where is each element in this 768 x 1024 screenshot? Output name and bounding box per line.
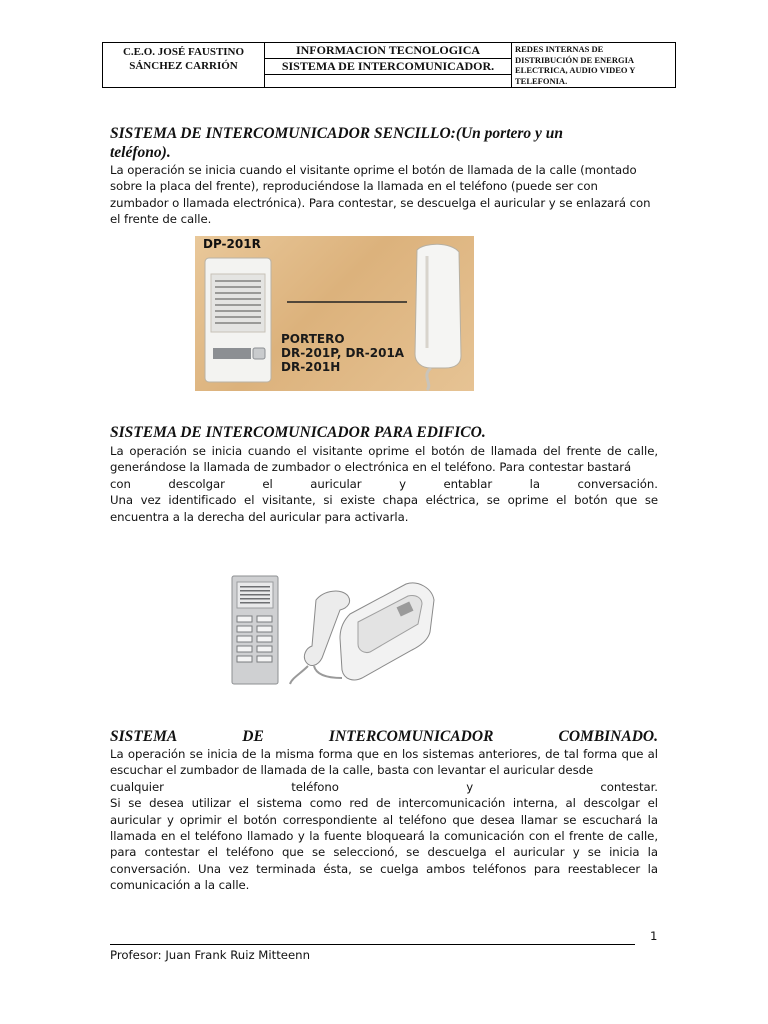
subject-title: INFORMACION TECNOLOGICA (265, 43, 511, 59)
subject-cell (265, 43, 512, 87)
word: entablar (443, 476, 493, 491)
heading-word: DE (242, 728, 264, 745)
word: cualquier (110, 779, 164, 794)
section3-body-line1: La operación se inicia de la misma forma que en los sistemas anteriores, de tal forma que al escuchar el zumbador de llamada de la calle, basta con levantar el auricular desde (110, 747, 658, 778)
section2-heading: SISTEMA DE INTERCOMUNICADOR PARA EDIFICO. (110, 424, 486, 441)
word: teléfono (291, 779, 339, 794)
figure-portero-image (195, 236, 474, 391)
word: la (529, 476, 540, 491)
section1-heading-line1: SISTEMA DE INTERCOMUNICADOR SENCILLO:(Un portero y un (110, 125, 564, 142)
word: conversación. (577, 476, 658, 491)
word: contestar. (600, 779, 658, 794)
heading-word: SISTEMA (110, 728, 178, 745)
section1-body: La operación se inicia cuando el visitante oprime el botón de llamada de la calle (montado sobre la placa del frente), reproduciéndose la llamada en el teléfono (puede ser con zumbador o llamada electrónica). Para contestar, se descuelga el auricular y se enlazará con el frente de calle. (110, 163, 651, 227)
word: y (466, 779, 474, 794)
school-cell (103, 43, 265, 87)
section2-body-line1: La operación se inicia cuando el visitante oprime el botón de llamada del frente de calle, generándose la llamada de zumbador o electrónica en el teléfono. Para contestar bastará (110, 444, 658, 475)
unit-line1: REDES INTERNAS DE (515, 44, 604, 54)
unit-line4: TELEFONIA. (515, 75, 568, 86)
section3-body (110, 746, 658, 894)
section3-justified-line (110, 779, 658, 795)
section3-heading (110, 727, 658, 746)
topic-title: SISTEMA DE INTERCOMUNICADOR. (265, 59, 511, 75)
header-table (102, 42, 676, 88)
caption-line3: DR-201H (281, 360, 341, 374)
heading-word: INTERCOMUNICADOR (328, 728, 494, 745)
model-label: DP-201R (203, 237, 261, 251)
section2-body-line2: Una vez identificado el visitante, si existe chapa eléctrica, se oprime el botón que se encuentra a la derecha del auricular para activarla. (110, 493, 658, 524)
section2-body (110, 443, 658, 525)
unit-cell (512, 43, 675, 87)
word: el (262, 476, 273, 491)
caption-line1: PORTERO (281, 332, 345, 346)
section3-body-line2: Si se desea utilizar el sistema como red de intercomunicación interna, al descolgar el auricular y oprimir el botón correspondiente al teléfono que desea llamar se escuchará la llamada en el teléfono llamado y la fuente bloqueará la comunicación con el frente de calle, para contestar el teléfono que se seleccionó, se descuelga el auricular y se inicia la conversación. Una vez terminada ésta, se cuelga ambos teléfonos para reestablecer la comunicación a la calle. (110, 796, 658, 893)
page-number: 1 (650, 929, 658, 943)
edificio-illustration (230, 574, 438, 686)
figure-edificio-image (230, 574, 438, 686)
unit-line2: DISTRIBUCIÓN DE ENERGIA (515, 54, 635, 65)
unit-line3: ELECTRICA, AUDIO VIDEO Y (515, 65, 636, 75)
word: con (110, 476, 131, 491)
word: auricular (310, 476, 362, 491)
school-line2: SÁNCHEZ CARRIÓN (129, 60, 238, 72)
caption-line2: DR-201P, DR-201A (281, 346, 405, 360)
school-line1: C.E.O. JOSÉ FAUSTINO (122, 46, 245, 58)
section1-heading (110, 124, 660, 162)
footer-professor: Profesor: Juan Frank Ruiz Mitteenn (110, 948, 310, 962)
word: descolgar (168, 476, 225, 491)
portero-caption (281, 332, 404, 374)
section2-justified-line (110, 476, 658, 492)
footer-divider (110, 944, 635, 945)
word: y (399, 476, 406, 491)
heading-word: COMBINADO. (558, 728, 658, 745)
section1-heading-line2: teléfono). (110, 144, 171, 161)
